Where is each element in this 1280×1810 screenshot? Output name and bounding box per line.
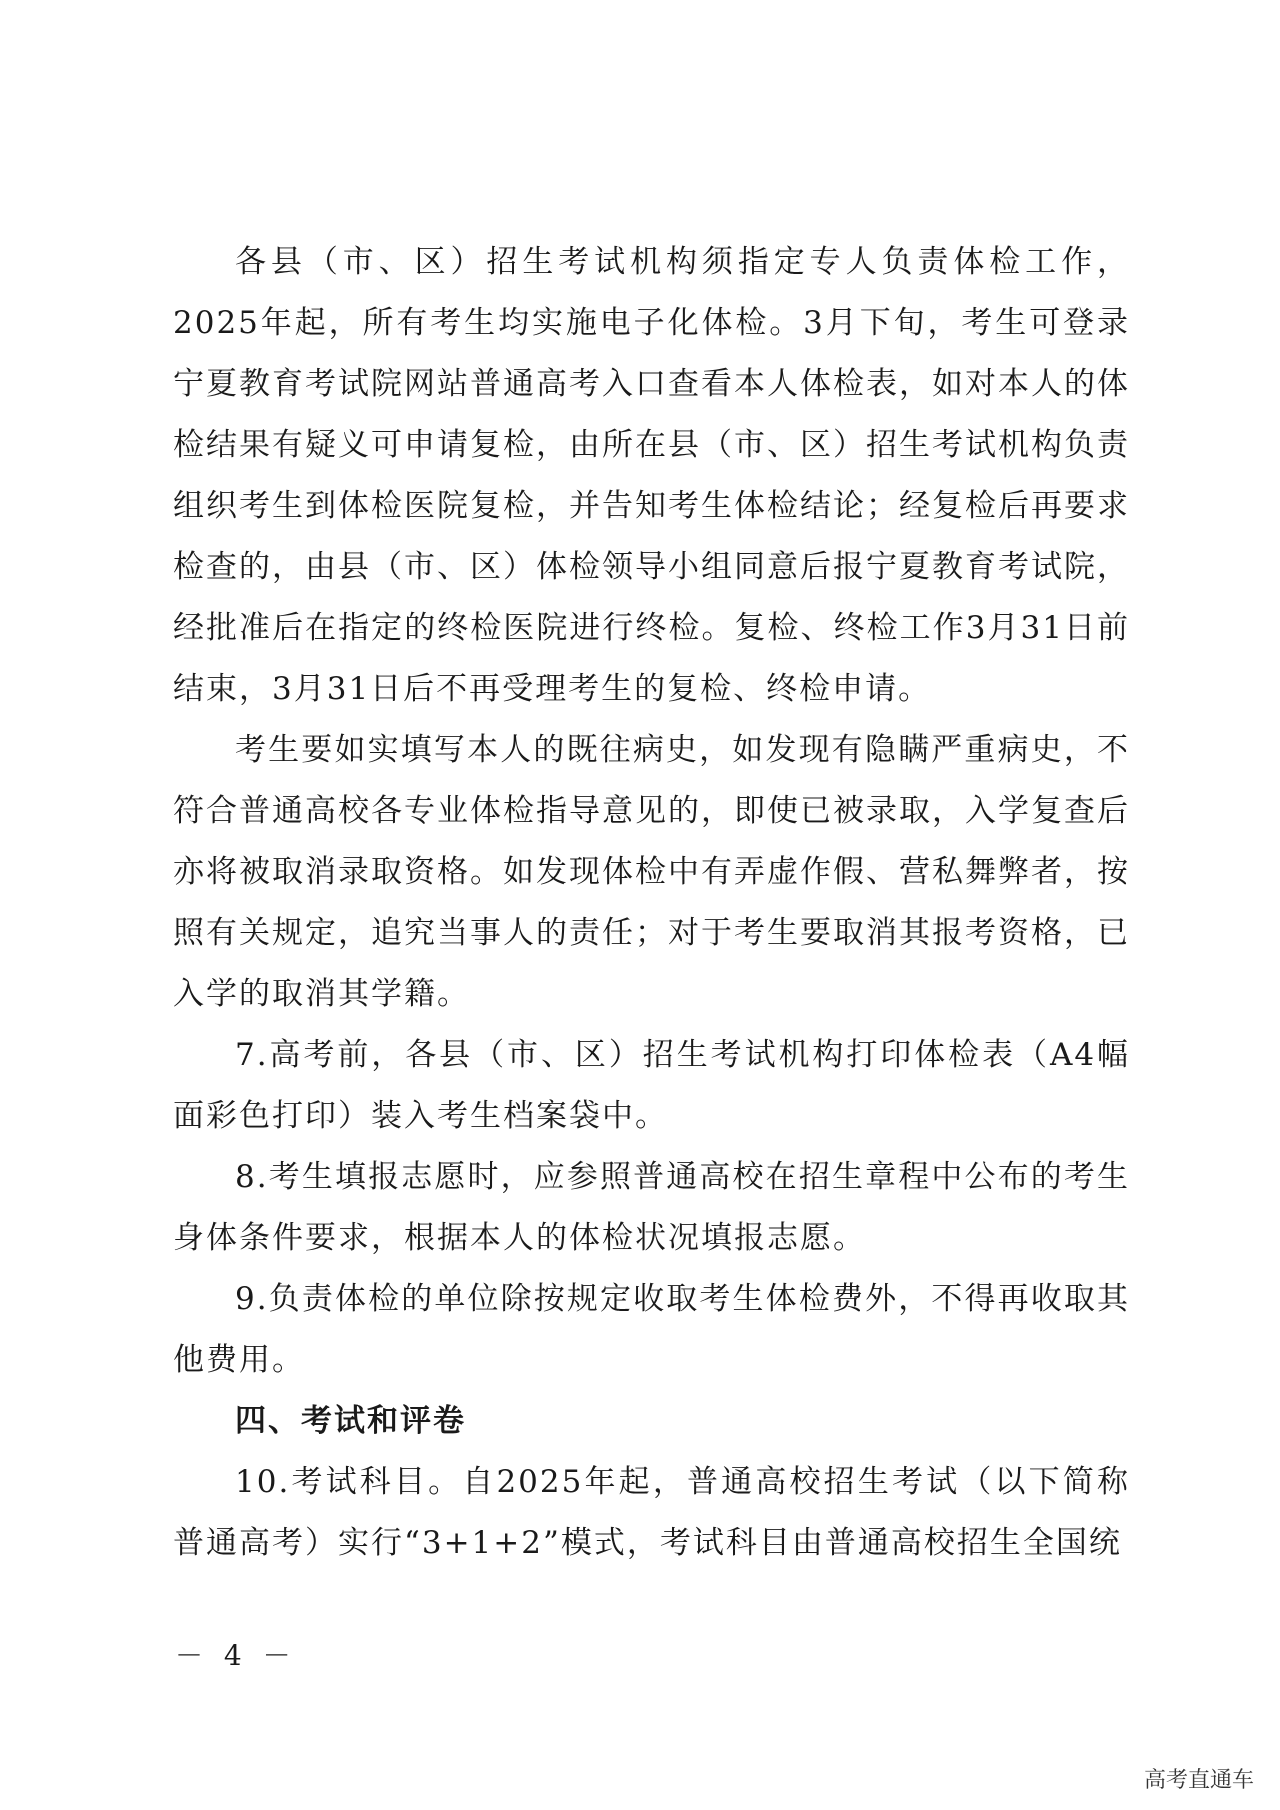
paragraph-item-8: 8.考生填报志愿时，应参照普通高校在招生章程中公布的考生身体条件要求，根据本人的体检状况填报志愿。 [173, 1159, 1130, 1256]
paragraph-medical-history: 考生要如实填写本人的既往病史，如发现有隐瞒严重病史，不符合普通高校各专业体检指导意见的，即使已被录取，入学复查后亦将被取消录取资格。如发现体检中有弄虚作假、营私舞弊者，按照有关规定，追究当事人的责任；对于考生要取消其报考资格，已入学的取消其学籍。 [173, 732, 1130, 1012]
page-number: － 4 － [175, 1639, 297, 1672]
paragraph-item-7: 7.高考前，各县（市、区）招生考试机构打印体检表（A4幅面彩色打印）装入考生档案袋中。 [173, 1037, 1130, 1134]
paragraph-electronic-physical-exam: 各县（市、区）招生考试机构须指定专人负责体检工作，2025年起，所有考生均实施电子化体检。3月下旬，考生可登录宁夏教育考试院网站普通高考入口查看本人体检表，如对本人的体检结果有疑义可申请复检，由所在县（市、区）招生考试机构负责组织考生到体检医院复检，并告知考生体检结论；经复检后再要求检查的，由县（市、区）体检领导小组同意后报宁夏教育考试院，经批准后在指定的终检医院进行终检。复检、终检工作3月31日前结束，3月31日后不再受理考生的复检、终检申请。 [173, 244, 1130, 707]
document-body [173, 232, 1130, 1574]
section-heading: 四、考试和评卷 [235, 1403, 466, 1439]
paragraph-item-10: 10.考试科目。自2025年起，普通高校招生考试（以下简称普通高考）实行“3+1+2”模式，考试科目由普通高校招生全国统 [173, 1464, 1130, 1561]
watermark-text: 高考直通车 [1143, 1768, 1254, 1793]
paragraph-item-9: 9.负责体检的单位除按规定收取考生体检费外，不得再收取其他费用。 [173, 1281, 1130, 1378]
